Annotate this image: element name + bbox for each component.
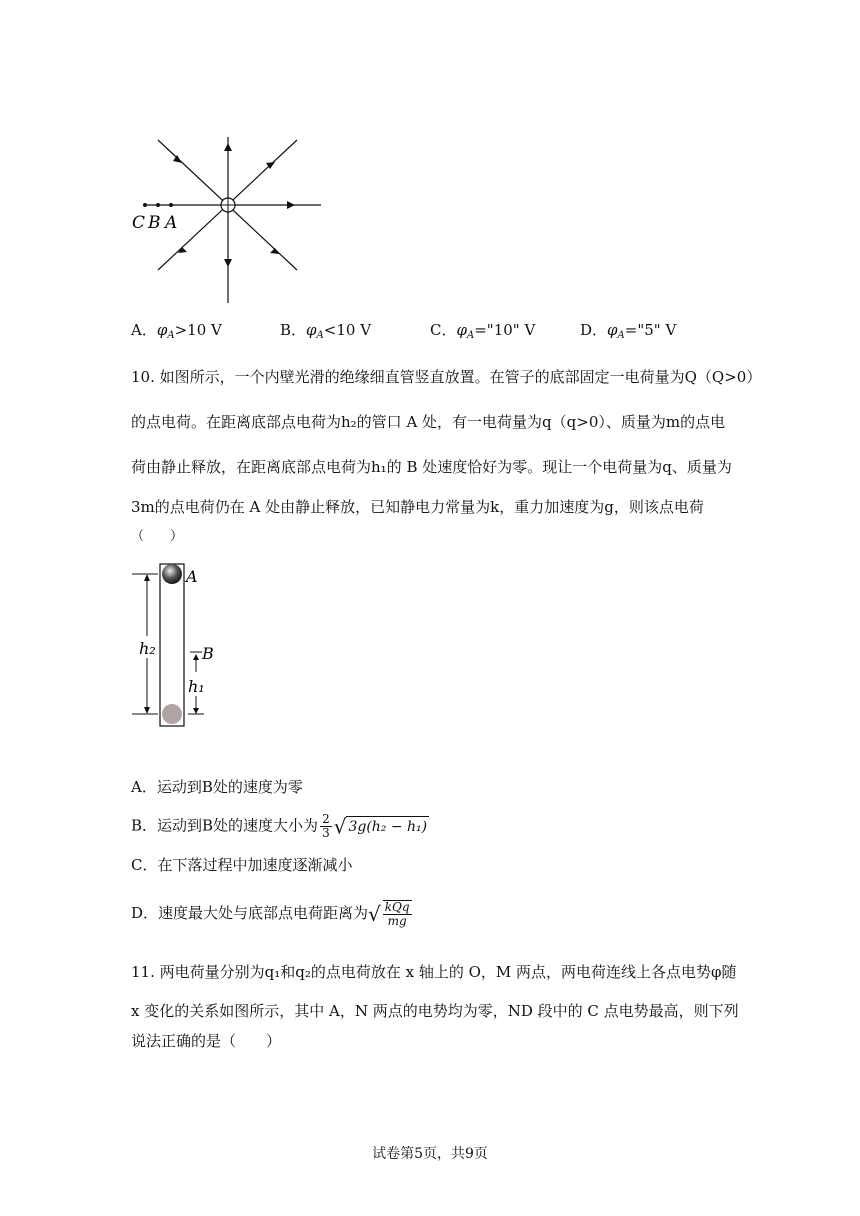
q10-option-b[interactable]: B．运动到B处的速度大小为 $\frac{2}{3}$ √ 3g(h₂ − h₁) <box>131 812 428 840</box>
label-B: B <box>148 213 161 233</box>
q11-line-1: 11. 两电荷量分别为q₁和q₂的点电荷放在 x 轴上的 O，M 两点，两电荷连线上各点电势φ随 <box>131 963 737 981</box>
q10-answer-paren: （ ） <box>131 529 184 544</box>
q9-option-d[interactable]: D．$\varphi_A="5$" V <box>580 321 677 341</box>
q11-line-2: x 变化的关系如图所示，其中 A，N 两点的电势均为零，ND 段中的 C 点电势最高，则下列 <box>131 1002 739 1020</box>
q10-line-2: 的点电荷。在距离底部点电荷为h₂的管口 A 处，有一电荷量为q（q>0）、质量为m的点电 <box>131 413 726 431</box>
q9-option-c[interactable]: C．$\varphi_A="10$" V <box>430 321 536 341</box>
field-lines-figure <box>125 135 325 305</box>
fraction: $\frac{2}{3}$ <box>322 812 330 840</box>
tube-figure <box>130 560 230 730</box>
label-h2: h₂ <box>139 639 156 658</box>
page-footer: 试卷第5页，共9页 <box>372 1146 488 1162</box>
q9-option-b[interactable]: B．$\varphi_A<10$ V <box>280 321 372 341</box>
label-A: A <box>165 213 178 233</box>
q10-line-1: 10. 如图所示，一个内壁光滑的绝缘细直管竖直放置。在管子的底部固定一电荷量为Q（Q>0） <box>131 368 762 386</box>
q9-option-a[interactable]: A．$\varphi_A>10$ V <box>131 321 222 341</box>
q10-option-a[interactable]: A．运动到B处的速度为零 <box>131 778 303 796</box>
q10-line-4: 3m的点电荷仍在 A 处由静止释放，已知静电力常量为k，重力加速度为g，则该点电荷 <box>131 498 704 516</box>
q10-option-c[interactable]: C．在下落过程中加速度逐渐减小 <box>131 856 353 874</box>
label-C: C <box>132 213 146 233</box>
q11-line-3: 说法正确的是（ ） <box>131 1032 282 1050</box>
label-h1: h₁ <box>188 677 205 696</box>
q10-option-d[interactable]: D．速度最大处与底部点电荷距离为√ $\frac{\text{kQq}}{mg}$ <box>131 900 410 928</box>
label-A-tube: A <box>186 567 198 586</box>
fraction: $\frac{\text{kQq}}{mg}$ <box>384 900 410 928</box>
label-B-tube: B <box>202 644 214 663</box>
q10-line-3: 荷由静止释放，在距离底部点电荷为h₁的 B 处速度恰好为零。现让一个电荷量为q、质量为 <box>131 458 732 476</box>
